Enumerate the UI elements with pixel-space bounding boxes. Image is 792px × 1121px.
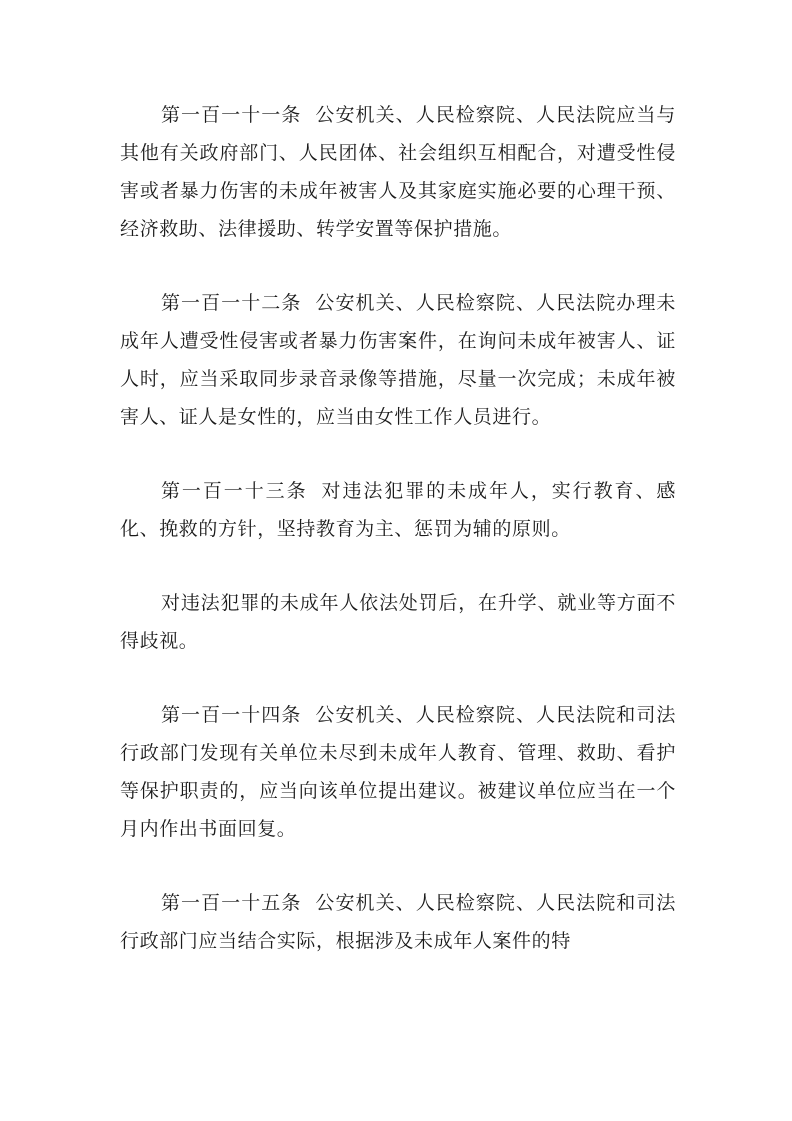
article-number: 第一百一十五条 — [161, 892, 302, 914]
article-number: 第一百一十四条 — [161, 704, 302, 726]
article-text: 公安机关、人民检察院、人民法院办理未成年人遭受性侵害或者暴力伤害案件，在询问未成年被害人、证人时，应当采取同步录音录像等措施，尽量一次完成；未成年被害人、证人是女性的，应当由女性工作人员进行。 — [120, 292, 676, 428]
article-113-paragraph — [120, 472, 676, 548]
article-114-paragraph — [120, 696, 676, 848]
document-body — [120, 96, 676, 996]
article-text: 公安机关、人民检察院、人民法院应当与其他有关政府部门、人民团体、社会组织互相配合，对遭受性侵害或者暴力伤害的未成年被害人及其家庭实施必要的心理干预、经济救助、法律援助、转学安置等保护措施。 — [120, 104, 676, 240]
article-text: 对违法犯罪的未成年人，实行教育、感化、挽救的方针，坚持教育为主、惩罚为辅的原则。 — [120, 480, 676, 540]
article-text: 对违法犯罪的未成年人依法处罚后，在升学、就业等方面不得歧视。 — [120, 592, 676, 652]
article-115-paragraph — [120, 884, 676, 960]
article-number: 第一百一十三条 — [161, 480, 308, 502]
article-number: 第一百一十二条 — [161, 292, 302, 314]
article-111-paragraph — [120, 96, 676, 248]
article-113-continuation-paragraph — [120, 584, 676, 660]
article-number: 第一百一十一条 — [161, 104, 302, 126]
article-text: 公安机关、人民检察院、人民法院和司法行政部门应当结合实际，根据涉及未成年人案件的特 — [120, 892, 676, 952]
article-text: 公安机关、人民检察院、人民法院和司法行政部门发现有关单位未尽到未成年人教育、管理、救助、看护等保护职责的，应当向该单位提出建议。被建议单位应当在一个月内作出书面回复。 — [120, 704, 676, 840]
article-112-paragraph — [120, 284, 676, 436]
